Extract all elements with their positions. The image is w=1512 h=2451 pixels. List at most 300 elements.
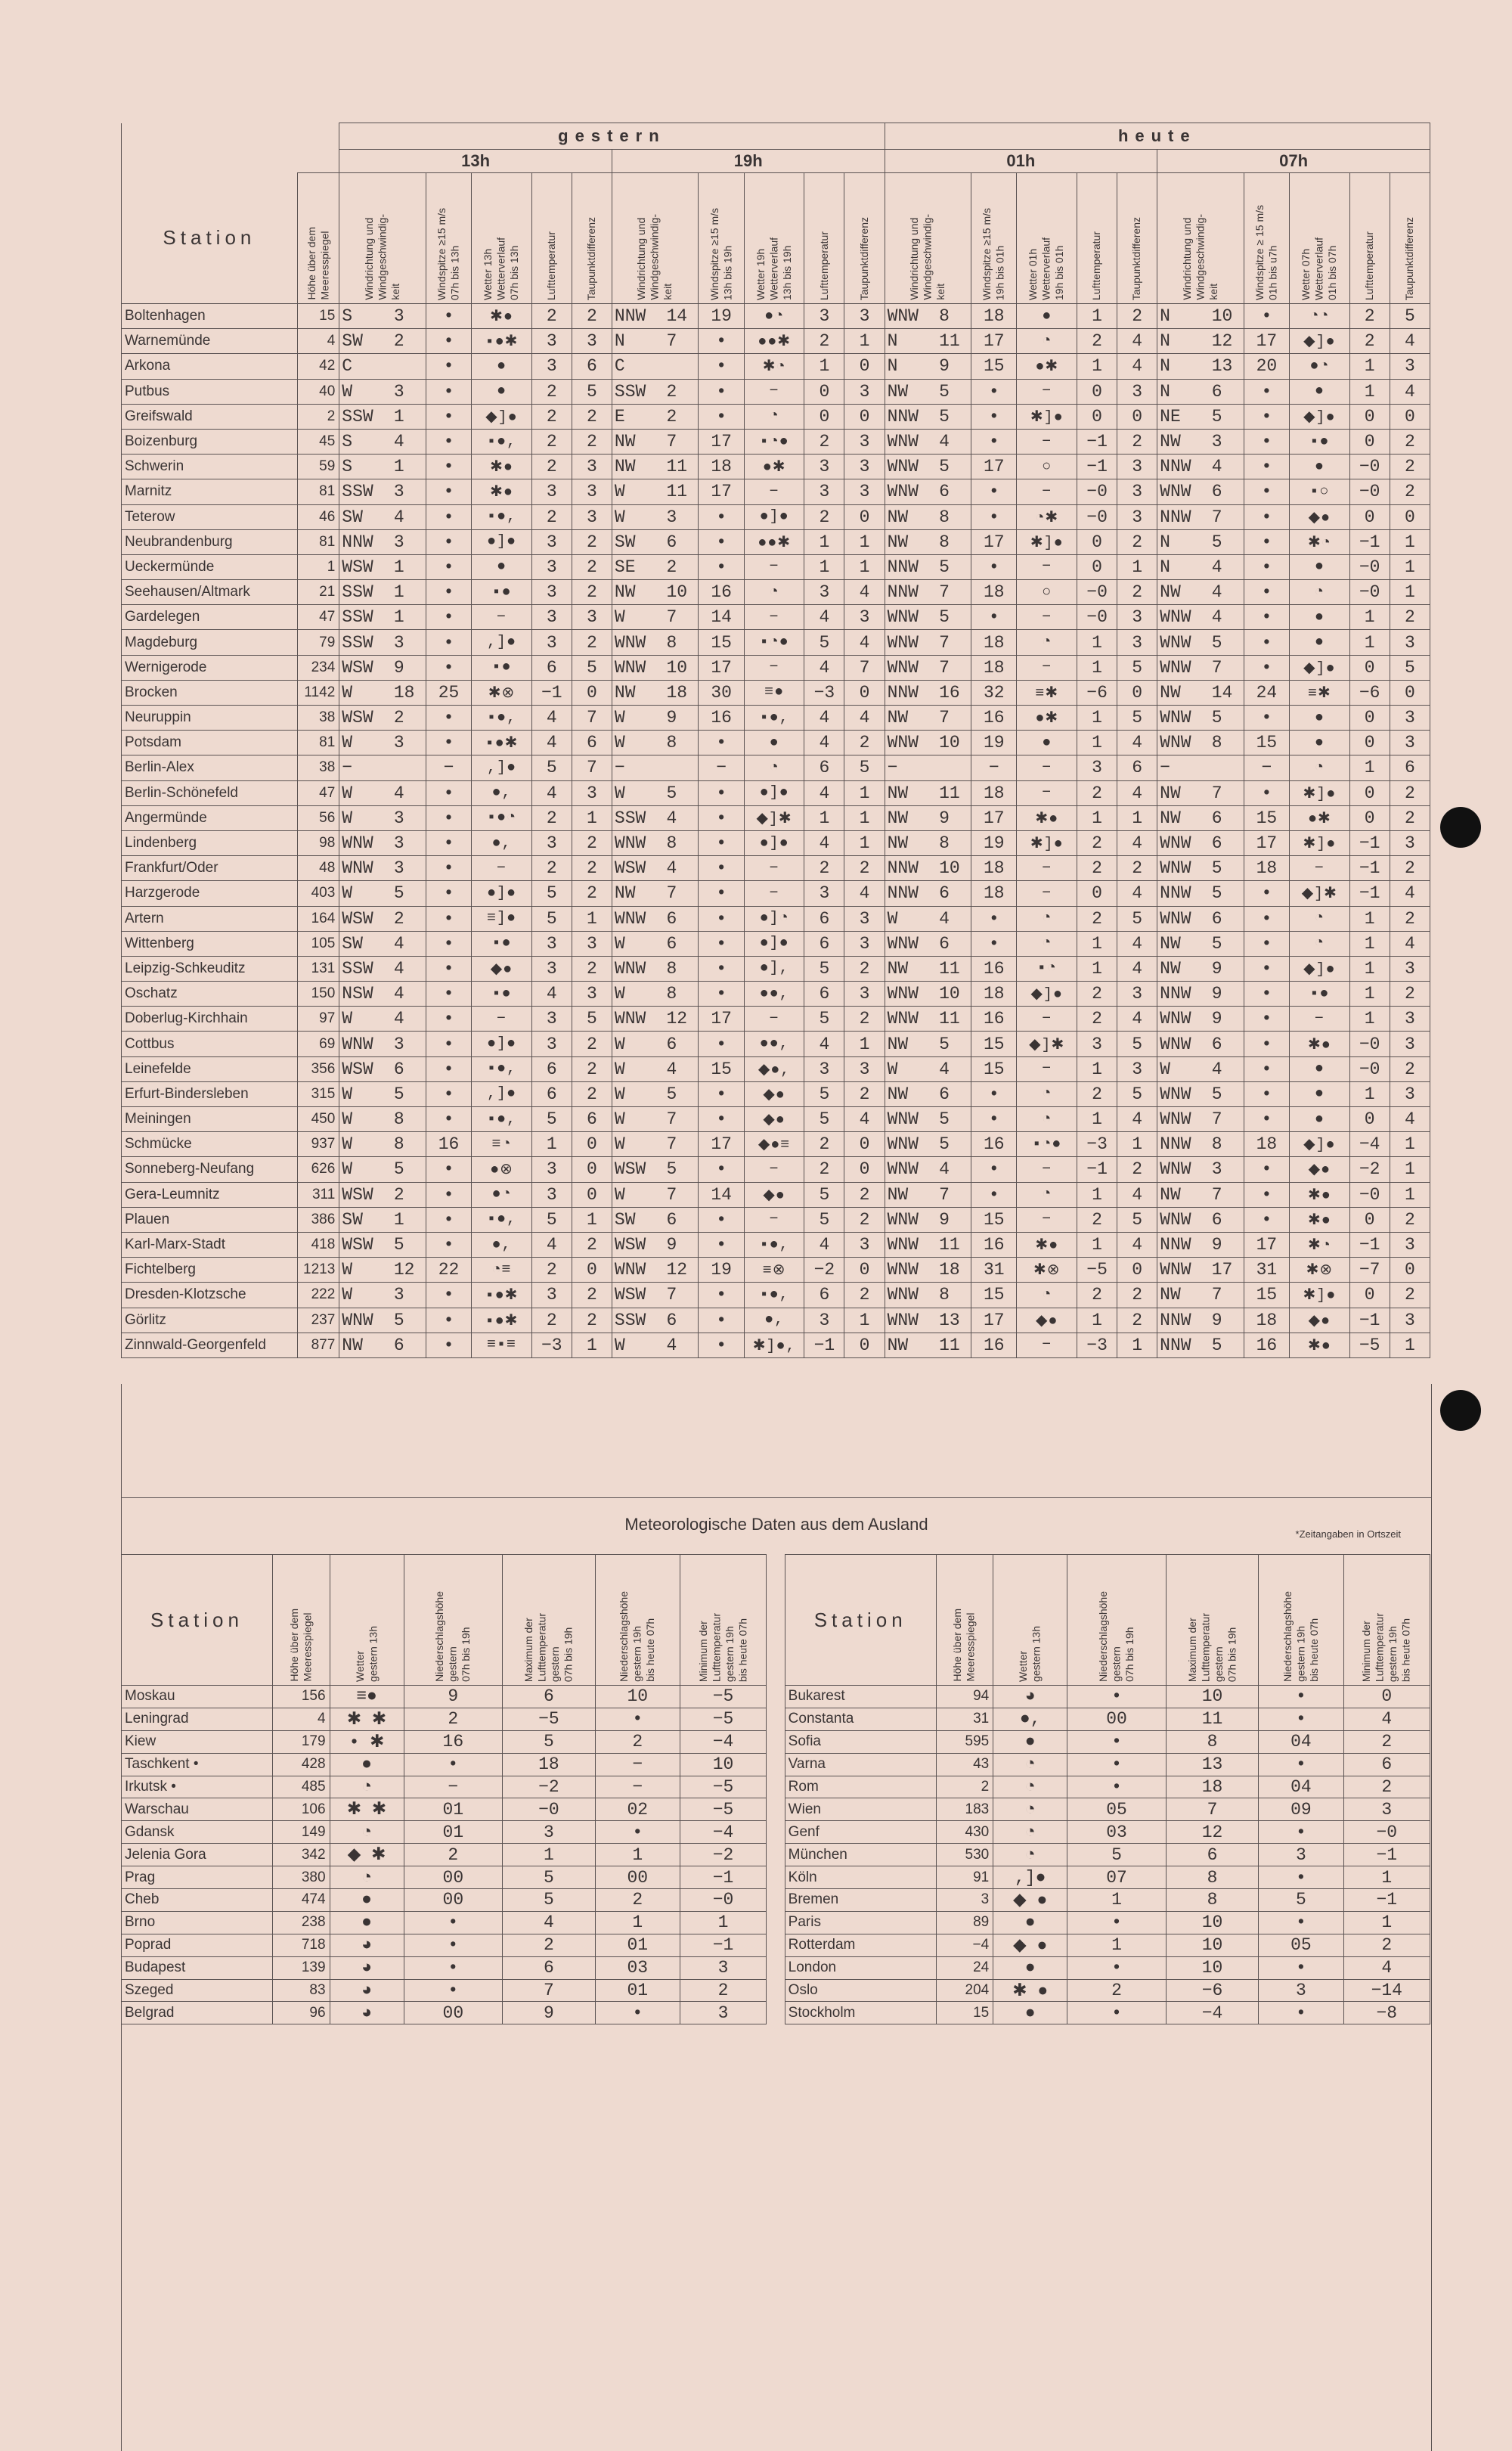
dewpoint-difference: 2	[844, 731, 885, 755]
air-temperature: −1	[1349, 1308, 1390, 1333]
weather-symbol: ◆●	[1290, 1157, 1350, 1182]
station-name: Berlin-Alex	[122, 755, 298, 780]
dewpoint-difference: 0	[1117, 1258, 1157, 1283]
wind-direction: WNW	[887, 1310, 919, 1330]
wind-peak: •	[1244, 379, 1289, 404]
wind-direction: NW	[342, 1335, 363, 1355]
air-temperature: 0	[1077, 379, 1117, 404]
abroad-max-temp: 9	[503, 2002, 595, 2024]
abroad-precip-day: 07	[1067, 1866, 1167, 1889]
air-temperature: −0	[1349, 580, 1390, 605]
abroad-weather: ◕	[330, 1956, 404, 1979]
wind	[612, 982, 699, 1007]
station-height: 81	[297, 529, 339, 554]
wind-speed: 4	[393, 783, 404, 803]
wind	[339, 1283, 426, 1308]
weather-symbol: −	[744, 379, 804, 404]
air-temperature: 1	[1077, 1182, 1117, 1207]
dewpoint-difference: 5	[844, 755, 885, 780]
wind	[339, 1007, 426, 1032]
abroad-min-temp: 4	[1343, 1708, 1430, 1730]
dewpoint-difference: 1	[844, 1308, 885, 1333]
dewpoint-difference: 3	[1390, 706, 1430, 731]
wind-speed: 6	[939, 1084, 950, 1104]
weather-symbol: ▪●,	[472, 504, 532, 529]
wind-direction: WSW	[342, 908, 373, 929]
dewpoint-difference: 1	[1390, 529, 1430, 554]
wind-peak: •	[1244, 1032, 1289, 1056]
station-height: 356	[297, 1056, 339, 1081]
wind-speed: 11	[939, 1235, 960, 1255]
wind-direction: W	[342, 783, 353, 803]
abroad-precip-night: •	[1259, 1866, 1343, 1889]
wind-speed: 8	[393, 1134, 404, 1155]
weather-symbol: ◆]●	[1017, 982, 1077, 1007]
wind-direction: W	[342, 381, 353, 402]
abroad-min-temp: −5	[680, 1686, 766, 1708]
abroad-height: 3	[936, 1889, 993, 1912]
air-temperature: −4	[1349, 1132, 1390, 1157]
abroad-weather: ◆ ✱	[330, 1844, 404, 1866]
weather-symbol: ✱⊗	[1017, 1258, 1077, 1283]
wind-speed: 3	[393, 733, 404, 753]
weather-symbol: ✱]●,	[744, 1333, 804, 1357]
wind-direction: WNW	[1160, 1209, 1191, 1230]
dewpoint-difference: 3	[844, 429, 885, 454]
wind-peak: •	[1244, 429, 1289, 454]
wind-direction: WNW	[1160, 708, 1191, 728]
wind-peak: •	[699, 982, 744, 1007]
station-name: Dresden-Klotzsche	[122, 1283, 298, 1308]
wind	[1157, 1283, 1244, 1308]
dewpoint-difference: 3	[572, 504, 612, 529]
abroad-max-temp: 8	[1166, 1866, 1258, 1889]
wind	[885, 706, 971, 731]
weather-symbol: ◔✱	[1017, 504, 1077, 529]
wind-speed: 2	[393, 908, 404, 929]
dewpoint-difference: 2	[1390, 1283, 1430, 1308]
abroad-height: 595	[936, 1730, 993, 1753]
station-height: 69	[297, 1032, 339, 1056]
abroad-row	[122, 1821, 1430, 1844]
abroad-min-temp: 2	[1343, 1730, 1430, 1753]
abroad-min-temp: −1	[1343, 1889, 1430, 1912]
abroad-precip-night: 04	[1259, 1776, 1343, 1798]
air-temperature: 4	[531, 982, 572, 1007]
wind-peak: 15	[1244, 1283, 1289, 1308]
wind-speed: 10	[1211, 306, 1233, 327]
wind-peak: •	[971, 429, 1017, 454]
air-temperature: 3	[804, 1308, 844, 1333]
abroad-col-header-right-0: Höhe über dem Meeresspiegel	[936, 1555, 993, 1686]
weather-symbol: ●◔	[472, 1182, 532, 1207]
weather-symbol: ●✱	[1017, 706, 1077, 731]
wind-speed: 14	[1211, 682, 1233, 703]
wind	[612, 956, 699, 981]
wind-speed: 14	[666, 306, 688, 327]
wind-direction: WNW	[887, 306, 919, 327]
wind-speed: 5	[393, 1235, 404, 1255]
wind	[612, 1333, 699, 1357]
wind-speed: 1	[393, 406, 404, 427]
air-temperature: 0	[1349, 780, 1390, 805]
wind-speed: 5	[1211, 933, 1222, 954]
dewpoint-difference: 3	[572, 982, 612, 1007]
air-temperature: −1	[1077, 429, 1117, 454]
wind-speed: 3	[393, 1285, 404, 1305]
station-name: Berlin-Schönefeld	[122, 780, 298, 805]
dewpoint-difference: 1	[1390, 1333, 1430, 1357]
dewpoint-difference: 1	[844, 329, 885, 354]
weather-symbol: ▪●✱	[472, 731, 532, 755]
abroad-station: Paris	[785, 1911, 936, 1934]
wind-peak: •	[426, 805, 471, 830]
wind-peak: •	[699, 529, 744, 554]
weather-symbol: ◆●	[744, 1107, 804, 1132]
abroad-precip-day: •	[1067, 2002, 1167, 2024]
abroad-precip-night: 09	[1259, 1798, 1343, 1821]
wind-direction: SE	[614, 557, 636, 577]
wind	[1157, 504, 1244, 529]
wind	[1157, 731, 1244, 755]
weather-symbol: −	[744, 655, 804, 680]
abroad-precip-night: •	[1259, 1911, 1343, 1934]
weather-symbol: ●	[472, 554, 532, 579]
wind-direction: WNW	[1160, 1084, 1191, 1104]
weather-symbol: ,]●	[472, 755, 532, 780]
abroad-precip-day: •	[1067, 1911, 1167, 1934]
weather-symbol: ●	[1290, 731, 1350, 755]
abroad-weather: ◕	[330, 1979, 404, 2002]
wind	[1157, 554, 1244, 579]
station-row	[122, 755, 1430, 780]
weather-symbol: ●●✱	[744, 529, 804, 554]
wind-peak: •	[699, 881, 744, 906]
wind	[885, 1007, 971, 1032]
wind-speed: 11	[666, 457, 688, 477]
abroad-precip-night: •	[595, 1821, 680, 1844]
wind-speed: 9	[939, 356, 950, 377]
wind-direction: WSW	[614, 1235, 646, 1255]
weather-symbol: ●	[1290, 455, 1350, 479]
weather-symbol: ●]●	[472, 881, 532, 906]
wind-speed: 3	[393, 632, 404, 653]
dewpoint-difference: 1	[1117, 554, 1157, 579]
weather-symbol: ◔	[1290, 755, 1350, 780]
air-temperature: 1	[1077, 931, 1117, 956]
air-temperature: 0	[1349, 504, 1390, 529]
station-row	[122, 805, 1430, 830]
air-temperature: 4	[531, 780, 572, 805]
domestic-weather-table	[121, 123, 1430, 1358]
wind-peak: •	[1244, 479, 1289, 504]
station-height: 38	[297, 755, 339, 780]
station-row	[122, 554, 1430, 579]
station-height: 2	[297, 404, 339, 429]
abroad-precip-night: •	[1259, 1708, 1343, 1730]
abroad-row	[122, 1798, 1430, 1821]
station-name: Angermünde	[122, 805, 298, 830]
wind-direction: W	[614, 1134, 625, 1155]
air-temperature: 2	[531, 856, 572, 881]
dewpoint-difference: 3	[844, 455, 885, 479]
wind	[885, 931, 971, 956]
wind-speed: 18	[666, 682, 688, 703]
wind-direction: W	[614, 783, 625, 803]
dewpoint-difference: 3	[572, 931, 612, 956]
abroad-col-header-right-4: Niederschlagshöhe gestern 19h bis heute 07h	[1259, 1555, 1343, 1686]
dewpoint-difference: 5	[1390, 655, 1430, 680]
wind	[612, 881, 699, 906]
wind	[1157, 1157, 1244, 1182]
abroad-height: 139	[273, 1956, 330, 1979]
wind-speed: 5	[939, 607, 950, 628]
station-height: 234	[297, 655, 339, 680]
station-height: 15	[297, 304, 339, 329]
air-temperature: 4	[531, 706, 572, 731]
weather-symbol: ✱⊗	[472, 680, 532, 705]
wind-peak: 17	[699, 429, 744, 454]
air-temperature: 2	[531, 1258, 572, 1283]
wind	[885, 404, 971, 429]
wind	[612, 455, 699, 479]
abroad-precip-night: 3	[1259, 1844, 1343, 1866]
dewpoint-difference: 1	[1117, 1132, 1157, 1157]
wind	[1157, 956, 1244, 981]
wind-peak: •	[971, 479, 1017, 504]
wind-peak: •	[699, 805, 744, 830]
wind	[339, 404, 426, 429]
wind-peak: 16	[426, 1132, 471, 1157]
weather-symbol: ◆●	[1017, 1308, 1077, 1333]
station-row	[122, 706, 1430, 731]
wind-direction: NW	[887, 708, 909, 728]
station-row	[122, 956, 1430, 981]
wind-speed: 11	[939, 958, 960, 979]
station-height: 81	[297, 731, 339, 755]
abroad-precip-night: 01	[595, 1934, 680, 1956]
wind	[339, 630, 426, 655]
station-row	[122, 731, 1430, 755]
station-height: 450	[297, 1107, 339, 1132]
wind-peak: •	[971, 605, 1017, 630]
wind-direction: NNW	[1160, 1335, 1191, 1355]
wind-speed: 2	[393, 708, 404, 728]
abroad-col-header-left-5: Minimum der Lufttemperatur gestern 19h bis heute 07h	[680, 1555, 766, 1686]
wind-speed: 5	[939, 1034, 950, 1054]
air-temperature: −1	[1349, 881, 1390, 906]
wind-direction: NNW	[887, 883, 919, 904]
abroad-max-temp: 10	[1166, 1934, 1258, 1956]
station-row	[122, 931, 1430, 956]
air-temperature: −3	[1077, 1333, 1117, 1357]
wind-speed: 7	[1211, 783, 1222, 803]
abroad-col-header-left-1: Wetter gestern 13h	[330, 1555, 404, 1686]
wind-speed: 8	[1211, 1134, 1222, 1155]
wind	[1157, 1258, 1244, 1283]
station-height: 47	[297, 605, 339, 630]
dewpoint-difference: 6	[1117, 755, 1157, 780]
air-temperature: 3	[804, 304, 844, 329]
wind-peak: •	[699, 1283, 744, 1308]
wind	[612, 1182, 699, 1207]
wind	[1157, 404, 1244, 429]
abroad-station: Genf	[785, 1821, 936, 1844]
wind-peak: 18	[971, 580, 1017, 605]
station-name: Boizenburg	[122, 429, 298, 454]
wind-peak: •	[426, 982, 471, 1007]
wind	[339, 1333, 426, 1357]
weather-symbol: ▪○	[1290, 479, 1350, 504]
wind-speed: 8	[939, 532, 950, 552]
dewpoint-difference: 3	[572, 329, 612, 354]
weather-symbol: ✱●	[1290, 1182, 1350, 1207]
wind-speed: 6	[666, 1209, 677, 1230]
abroad-precip-day: 2	[404, 1708, 503, 1730]
wind-direction: WNW	[1160, 858, 1191, 879]
weather-symbol: ▪●	[472, 580, 532, 605]
wind	[885, 856, 971, 881]
wind-speed: 7	[1211, 507, 1222, 527]
air-temperature: −0	[1349, 1056, 1390, 1081]
station-height: 1213	[297, 1258, 339, 1283]
wind-speed: 4	[1211, 582, 1222, 603]
dewpoint-difference: 0	[844, 1258, 885, 1283]
wind-peak: •	[971, 1182, 1017, 1207]
air-temperature: 0	[804, 379, 844, 404]
wind-peak: •	[426, 630, 471, 655]
wind-direction: WSW	[342, 657, 373, 678]
dewpoint-difference: 7	[572, 706, 612, 731]
abroad-gap-cell	[767, 1821, 785, 1844]
wind-peak: •	[426, 455, 471, 479]
station-height: 237	[297, 1308, 339, 1333]
station-row	[122, 1232, 1430, 1257]
weather-symbol: ✱]●	[1290, 1283, 1350, 1308]
wind-peak: •	[1244, 1107, 1289, 1132]
wind	[612, 304, 699, 329]
wind-speed: 7	[1211, 657, 1222, 678]
air-temperature: 3	[804, 1056, 844, 1081]
abroad-weather: ◔	[993, 1753, 1067, 1776]
station-name: Fichtelberg	[122, 1258, 298, 1283]
wind-peak: 15	[971, 1032, 1017, 1056]
wind-speed: 10	[666, 657, 688, 678]
abroad-max-temp: 18	[503, 1753, 595, 1776]
wind	[339, 1132, 426, 1157]
wind	[1157, 354, 1244, 379]
wind-direction: NW	[887, 1084, 909, 1104]
abroad-row	[122, 1753, 1430, 1776]
dewpoint-difference: 0	[844, 354, 885, 379]
air-temperature: 6	[804, 931, 844, 956]
weather-symbol: ●	[1017, 304, 1077, 329]
wind	[612, 630, 699, 655]
wind-peak: 17	[971, 1308, 1017, 1333]
wind-direction: WNW	[1160, 1009, 1191, 1029]
station-name: Seehausen/Altmark	[122, 580, 298, 605]
station-row	[122, 881, 1430, 906]
station-name: Boltenhagen	[122, 304, 298, 329]
wind-peak: •	[426, 354, 471, 379]
wind-peak: •	[1244, 655, 1289, 680]
wind-peak: •	[971, 931, 1017, 956]
abroad-height: 428	[273, 1753, 330, 1776]
wind-peak: •	[426, 1207, 471, 1232]
air-temperature: −1	[531, 680, 572, 705]
wind-speed: 8	[939, 507, 950, 527]
wind-peak: •	[699, 956, 744, 981]
dewpoint-difference: 4	[844, 881, 885, 906]
wind-direction: NNW	[1160, 1310, 1191, 1330]
wind	[885, 455, 971, 479]
wind-peak: •	[426, 1107, 471, 1132]
air-temperature: 3	[804, 580, 844, 605]
wind-peak: •	[1244, 529, 1289, 554]
air-temperature: 1	[1077, 1056, 1117, 1081]
weather-symbol: −	[472, 1007, 532, 1032]
station-name: Gera-Leumnitz	[122, 1182, 298, 1207]
abroad-precip-night: 00	[595, 1866, 680, 1889]
wind-speed: 2	[393, 331, 404, 352]
air-temperature: 5	[531, 1107, 572, 1132]
punch-hole-top	[1440, 807, 1481, 848]
wind-direction: WSW	[342, 557, 373, 577]
station-height: 386	[297, 1207, 339, 1232]
dewpoint-difference: 4	[1117, 1107, 1157, 1132]
wind	[612, 1283, 699, 1308]
air-temperature: −0	[1077, 479, 1117, 504]
dewpoint-difference: 3	[1390, 1032, 1430, 1056]
wind-peak: 18	[971, 304, 1017, 329]
weather-symbol: ●	[1290, 605, 1350, 630]
weather-symbol: ◆●,	[744, 1056, 804, 1081]
air-temperature: 1	[1077, 354, 1117, 379]
weather-symbol: −	[744, 479, 804, 504]
dewpoint-difference: 6	[572, 1107, 612, 1132]
wind	[612, 1157, 699, 1182]
wind	[339, 881, 426, 906]
abroad-gap-cell	[767, 1956, 785, 1979]
abroad-station: München	[785, 1844, 936, 1866]
wind-peak: 16	[971, 1132, 1017, 1157]
station-name: Cottbus	[122, 1032, 298, 1056]
weather-symbol: ●,	[472, 780, 532, 805]
abroad-precip-night: 1	[595, 1844, 680, 1866]
wind	[1157, 605, 1244, 630]
wind	[1157, 830, 1244, 855]
abroad-station: Bukarest	[785, 1686, 936, 1708]
wind-direction: W	[342, 1009, 353, 1029]
abroad-height: 31	[936, 1708, 993, 1730]
abroad-gap-cell	[767, 1844, 785, 1866]
air-temperature: 3	[531, 529, 572, 554]
abroad-precip-day: 03	[1067, 1821, 1167, 1844]
abroad-station: Budapest	[122, 1956, 273, 1979]
wind-speed: 12	[393, 1260, 415, 1280]
wind	[1157, 1182, 1244, 1207]
air-temperature: 0	[1349, 731, 1390, 755]
wind-direction: WNW	[887, 984, 919, 1004]
wind-peak: •	[699, 856, 744, 881]
air-temperature: −1	[1077, 1157, 1117, 1182]
weather-symbol: −	[1017, 1207, 1077, 1232]
weather-symbol: −	[1017, 429, 1077, 454]
wind-speed: 5	[393, 1159, 404, 1180]
wind	[339, 455, 426, 479]
wind-direction: −	[1160, 758, 1170, 778]
wind-speed: 6	[1211, 808, 1222, 828]
